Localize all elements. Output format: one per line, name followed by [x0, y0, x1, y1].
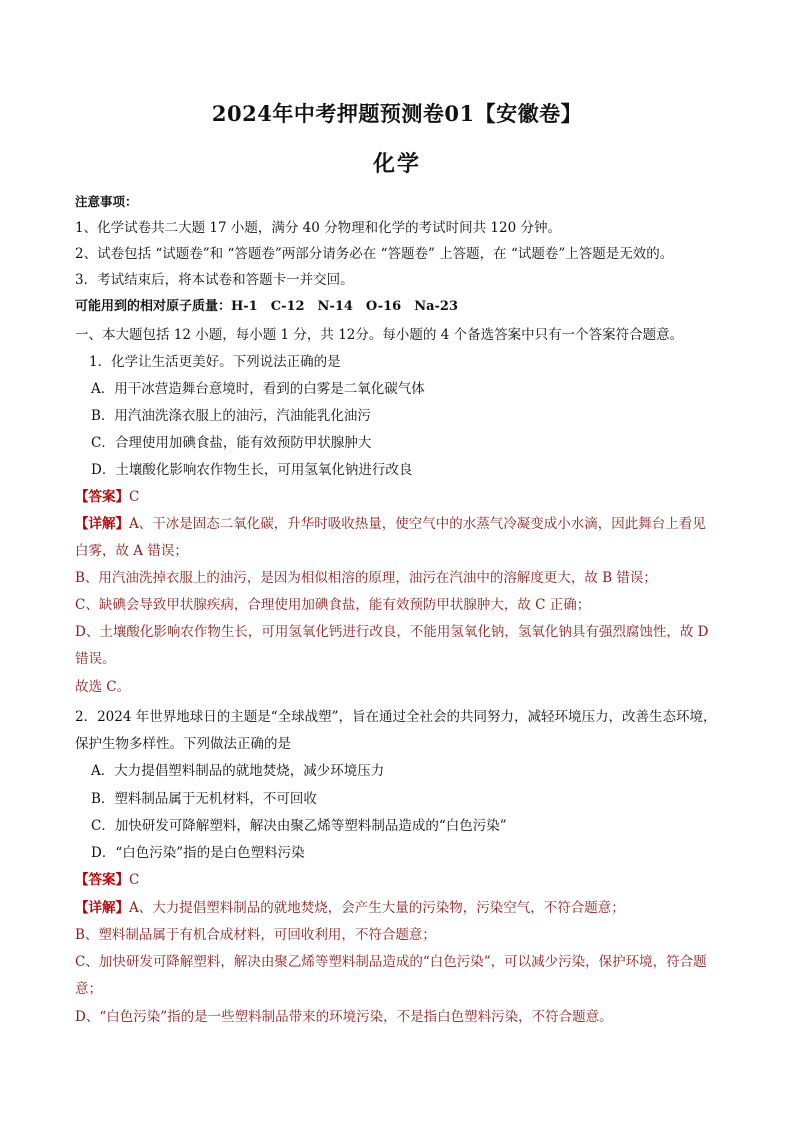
exam-title: 2024年中考押题预测卷01【安徽卷】 — [211, 101, 583, 126]
section-intro: 一、本大题包括 12 小题，每小题 1 分，共 12分。每小题的 4 个备选答案中只有一个答案符合题意。 — [75, 327, 684, 343]
answer-tag: 【答案】 — [75, 872, 129, 888]
question-2-option-a: A．大力提倡塑料制品的就地焚烧，减少环境压力 — [91, 763, 385, 779]
question-1-option-d: D．土壤酸化影响农作物生长，可用氢氧化钠进行改良 — [91, 462, 413, 478]
question-2-detail-line: B、塑料制品属于有机合成材料，可回收利用，不符合题意； — [75, 927, 436, 943]
question-2-option-c: C．加快研发可降解塑料，解决由聚乙烯等塑料制品造成的“白色污染” — [91, 818, 507, 834]
question-1-detail-line: 错误。 — [75, 651, 116, 667]
question-2-detail-line: C、加快研发可降解塑料，解决由聚乙烯等塑料制品造成的“白色污染”，可以减少污染，保护环境，符合题 — [75, 954, 707, 970]
question-2-stem: 2．2024 年世界地球日的主题是“全球战塑”，旨在通过全社会的共同努力，减轻环境压力，改善生态环境， — [75, 709, 717, 725]
note-item: 1、化学试卷共二大题 17 小题，满分 40 分物理和化学的考试时间共 120 分钟。 — [75, 220, 561, 236]
answer-value: C — [129, 489, 140, 505]
note-item: 2、试卷包括 “试题卷”和 “答题卷”两部分请务必在 “答题卷” 上答题，在 “试题卷”上答题是无效的。 — [75, 246, 674, 262]
question-1-option-c: C．合理使用加碘食盐，能有效预防甲状腺肿大 — [91, 435, 372, 451]
question-1-detail-line: 故选 C。 — [75, 679, 131, 695]
question-1-detail-line: C、缺碘会导致甲状腺疾病，合理使用加碘食盐，能有效预防甲状腺肿大，故 C 正确； — [75, 597, 591, 613]
question-1-detail-line: 白雾，故 A 错误； — [75, 543, 188, 559]
detail-tag: 【详解】 — [75, 900, 129, 916]
detail-text: A、大力提倡塑料制品的就地焚烧，会产生大量的污染物，污染空气，不符合题意； — [129, 900, 625, 916]
question-2-detail-line: D、“白色污染”指的是一些塑料制品带来的环境污染，不是指白色塑料污染，不符合题意。 — [75, 1009, 613, 1025]
question-2-detail-line: 意； — [75, 981, 102, 997]
question-2-stem: 保护生物多样性。下列做法正确的是 — [75, 736, 291, 752]
question-1-detail-line: D、土壤酸化影响农作物生长，可用氢氧化钙进行改良，不能用氢氧化钠，氢氧化钠具有强烈腐蚀性，故 D — [75, 624, 709, 640]
subject-title: 化学 — [372, 151, 421, 177]
question-1-option-b: B．用汽油洗涤衣服上的油污，汽油能乳化油污 — [91, 408, 371, 424]
question-1-stem: 1．化学让生活更美好。下列说法正确的是 — [89, 354, 341, 370]
question-1-detail-line — [75, 515, 706, 533]
question-2-option-b: B．塑料制品属于无机材料，不可回收 — [91, 791, 317, 807]
question-1-answer — [75, 488, 139, 506]
question-2-answer — [75, 871, 139, 889]
question-1-detail-line: B、用汽油洗掉衣服上的油污，是因为相似相溶的原理，油污在汽油中的溶解度更大，故 B 错误； — [75, 570, 657, 586]
answer-value: C — [129, 872, 140, 888]
detail-tag: 【详解】 — [75, 516, 129, 532]
answer-tag: 【答案】 — [75, 489, 129, 505]
question-2-detail-line — [75, 899, 625, 917]
note-item: 3．考试结束后，将本试卷和答题卡一并交回。 — [75, 272, 354, 288]
question-2-option-d: D．“白色污染”指的是白色塑料污染 — [91, 845, 305, 861]
question-1-option-a: A．用干冰营造舞台意境时，看到的白雾是二氧化碳气体 — [91, 381, 425, 397]
atomic-mass-line: 可能用到的相对原子质量：H-1 C-12 N-14 O-16 Na-23 — [75, 299, 459, 314]
detail-text: A、干冰是固态二氧化碳，升华时吸收热量，使空气中的水蒸气冷凝变成小水滴，因此舞台上看见 — [129, 516, 706, 532]
notes-heading: 注意事项： — [75, 194, 138, 209]
